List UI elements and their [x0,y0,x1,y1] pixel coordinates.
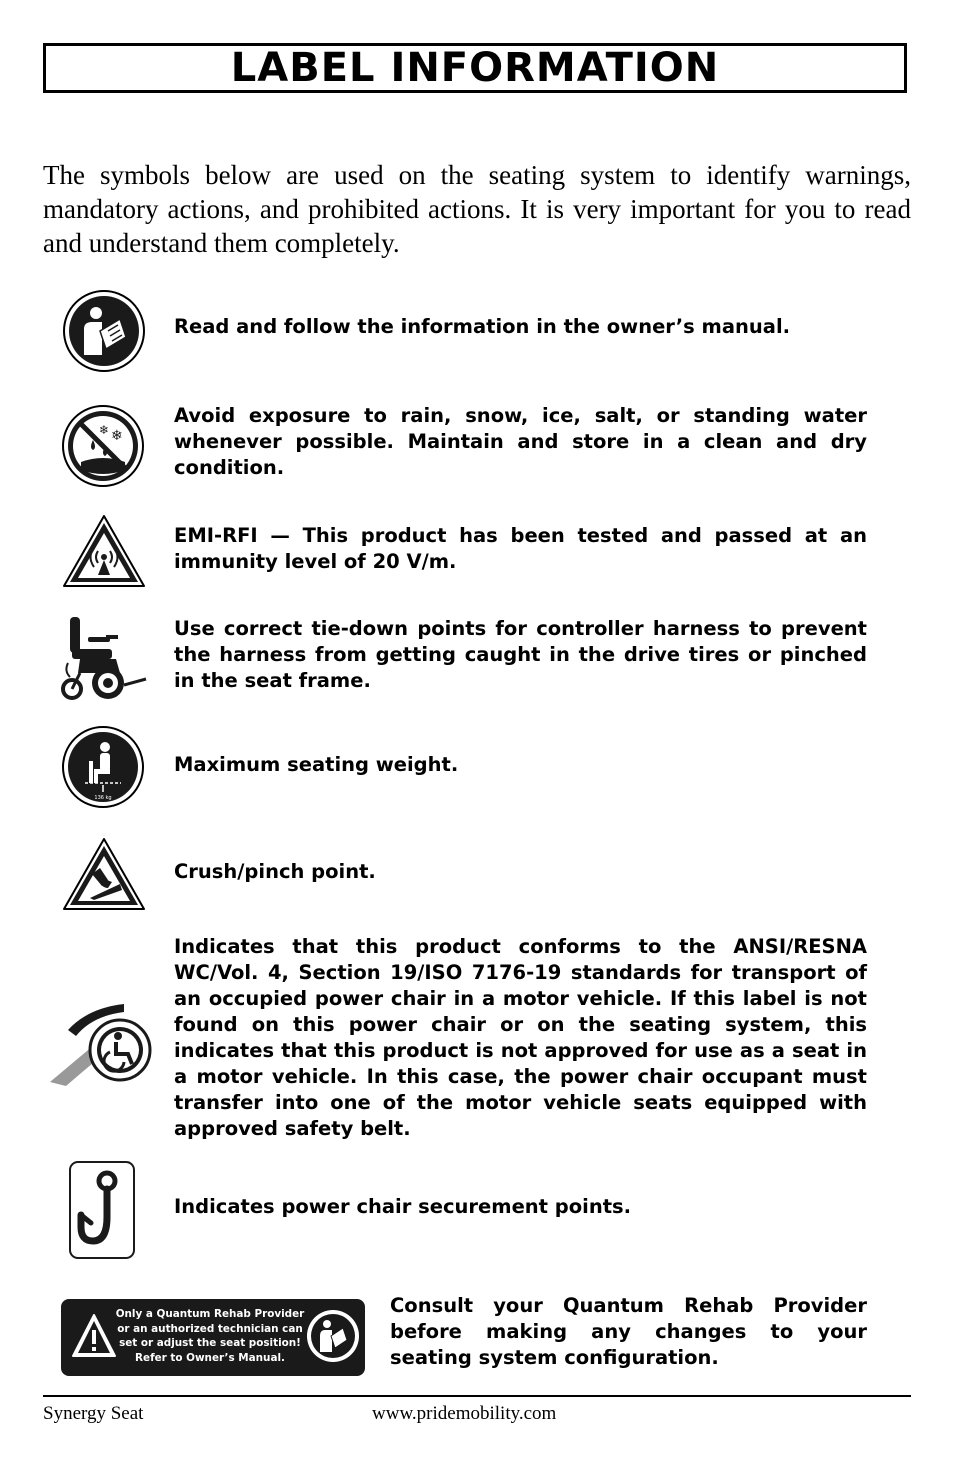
label-text-securement: Indicates power chair securement points. [174,1195,632,1218]
power-chair-tie-down-icon [60,613,150,703]
footer-divider [43,1395,911,1397]
max-seating-weight-icon [61,725,145,809]
badge-line: Only a Quantum Rehab Provider [115,1308,305,1320]
footer-url: www.pridemobility.com [372,1403,557,1424]
label-text-tie-down: Use correct tie-down points for controller harness to prevent the harness from getting caught in the drive tires or pinched in the seat frame. [174,617,867,692]
page-title-box [43,43,907,93]
emi-rfi-warning-icon [62,513,146,589]
label-text-max-weight: Maximum seating weight. [174,753,459,776]
no-weather-exposure-icon [61,404,145,488]
badge-line: Refer to Owner’s Manual. [135,1351,285,1364]
read-manual-icon [62,289,146,373]
label-text-read-manual: Read and follow the information in the owner’s manual. [174,315,791,338]
footer-left: Synergy Seat [43,1403,144,1424]
label-text-crush-pinch: Crush/pinch point. [174,860,376,883]
securement-hook-icon [69,1161,135,1259]
max-weight-caption: 136 kg [94,795,112,801]
badge-line: or an authorized technician can [117,1322,303,1335]
crush-pinch-warning-icon [62,836,146,912]
intro-paragraph: The symbols below are used on the seating system to identify warnings, mandatory actions, and prohibited actions. It is very important for you to read and understand them completely. [43,160,911,258]
transport-conformance-icon [48,1000,156,1086]
svg-text:❄: ❄ [111,428,123,444]
label-text-weather: Avoid exposure to rain, snow, ice, salt, or standing water whenever possible. Maintain and store in a clean and dry condition. [174,404,867,479]
consult-provider-badge [61,1299,365,1376]
read-manual-icon [305,1308,361,1364]
label-text-transport: Indicates that this product conforms to the ANSI/RESNA WC/Vol. 4, Section 19/ISO 7176-19 standards for transport of an occupied power chair in a motor vehicle. If this label is not found on this power chair or on the seating system, this indicates that this product is not approved for use as a seat in a motor vehicle. In this case, the power chair occupant must transfer into one of the motor vehicle seats equipped with approved safety belt. [174,935,867,1140]
consult-text: Consult your Quantum Rehab Provider before making any changes to your seating system configuration. [390,1294,867,1369]
badge-line: set or adjust the seat position! [119,1337,301,1349]
badge-text [115,1307,305,1365]
warning-triangle-icon [71,1312,117,1360]
page-title: LABEL INFORMATION [230,45,720,91]
label-text-emi-rfi: EMI-RFI — This product has been tested and passed at an immunity level of 20 V/m. [174,524,867,573]
svg-text:❄: ❄ [99,423,110,437]
